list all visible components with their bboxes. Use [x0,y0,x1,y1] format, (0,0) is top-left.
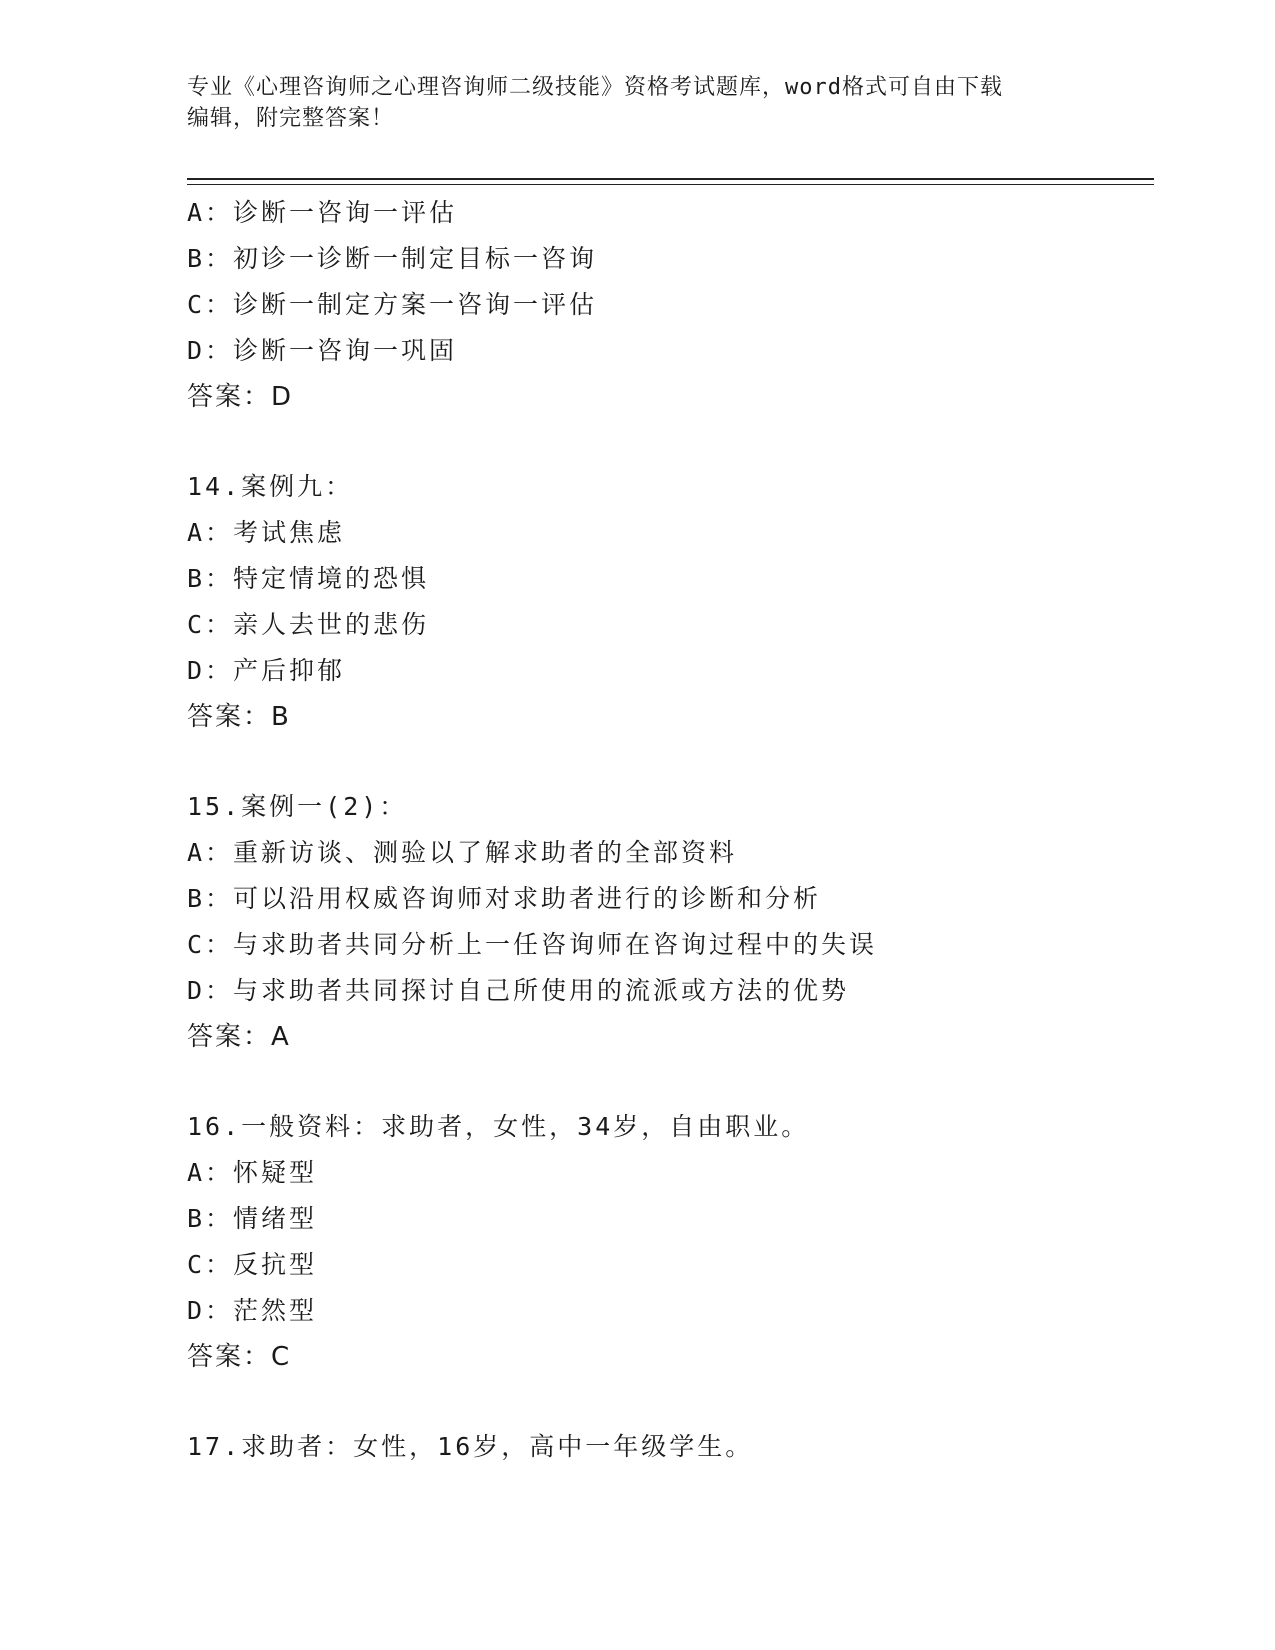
option-b: B：初诊一诊断一制定目标一咨询 [187,244,598,273]
question-block-16 [187,1104,1154,1380]
question-stem: 16.一般资料：求助者，女性，34岁，自由职业。 [187,1112,810,1141]
header-divider-thick [187,178,1154,180]
document-header [187,72,1087,134]
option-c: C：与求助者共同分析上一任咨询师在咨询过程中的失误 [187,930,878,959]
question-stem: 14.案例九： [187,472,354,501]
option-b: B：特定情境的恐惧 [187,564,430,593]
option-c: C：反抗型 [187,1250,318,1279]
question-stem: 15.案例一(2)： [187,792,408,821]
option-d: D：诊断一咨询一巩固 [187,336,458,365]
option-c: C：亲人去世的悲伤 [187,610,430,639]
question-block-14 [187,464,1154,740]
question-block-15 [187,784,1154,1060]
option-a: A：考试焦虑 [187,518,346,547]
option-d: D：与求助者共同探讨自己所使用的流派或方法的优势 [187,976,850,1005]
header-line-2: 编辑，附完整答案！ [187,106,395,131]
header-line-1: 专业《心理咨询师之心理咨询师二级技能》资格考试题库，word格式可自由下载 [187,75,1003,100]
header-divider-thin [187,184,1154,185]
option-b: B：可以沿用权威咨询师对求助者进行的诊断和分析 [187,884,822,913]
question-stem: 17.求助者：女性，16岁，高中一年级学生。 [187,1432,754,1461]
option-a: A：重新访谈、测验以了解求助者的全部资料 [187,838,738,867]
option-d: D：产后抑郁 [187,656,346,685]
question-block-17 [187,1424,1154,1470]
answer-line: 答案：D [187,382,294,412]
answer-line: 答案：A [187,1022,291,1052]
question-block-13 [187,190,1154,420]
question-list [187,190,1154,1470]
option-a: A：怀疑型 [187,1158,318,1187]
option-a: A：诊断一咨询一评估 [187,198,458,227]
option-d: D：茫然型 [187,1296,318,1325]
answer-line: 答案：B [187,702,291,732]
answer-line: 答案：C [187,1342,292,1372]
option-c: C：诊断一制定方案一咨询一评估 [187,290,598,319]
option-b: B：情绪型 [187,1204,318,1233]
